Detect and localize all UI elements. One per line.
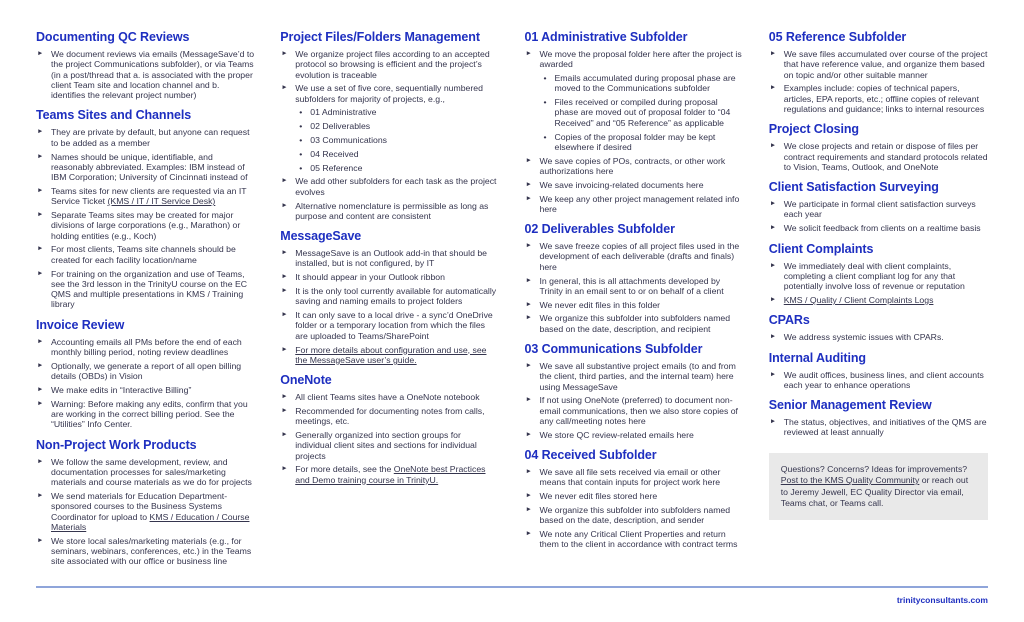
bullet-item	[525, 361, 744, 392]
section-heading: CPARs	[768, 313, 810, 328]
bullet-item	[280, 430, 499, 461]
text-run: We never edit files in this folder	[539, 299, 661, 310]
triangle-bullet-icon: ►	[281, 50, 288, 57]
bullet-item	[280, 272, 499, 282]
section-heading: Project Closing	[768, 122, 859, 137]
bullet-item	[36, 186, 255, 207]
text-run: Names should be unique, identifiable, and reasonably abbreviated. Examples: IBM instead of IBM Corporation; University of Cincinnati instead of	[51, 151, 248, 183]
triangle-bullet-icon: ►	[525, 468, 532, 476]
footer-website-link[interactable]: trinityconsultants.com	[896, 595, 988, 605]
triangle-bullet-icon: ►	[769, 142, 777, 150]
bullet-item	[36, 399, 255, 430]
bullet-item	[280, 201, 499, 222]
bullet-text	[51, 385, 255, 395]
bullet-text	[540, 241, 744, 272]
text-run: We document reviews via emails (MessageSave’d to the project Communications subfolder), or via Teams (in a post/thread that a. is associated with the proper client Team site and location channel and b. identifies the relevant project number)	[51, 49, 255, 101]
text-run: We close projects and retain or dispose of files per contract requirements and standard protocols related to Vision, Teams, Outlook, and OneNote	[783, 141, 988, 172]
text-run: We save copies of POs, contracts, or other work authorizations here	[539, 155, 726, 176]
text-run: They are private by default, but anyone can request to be added as a member	[51, 127, 250, 148]
triangle-bullet-icon: ►	[37, 211, 44, 219]
text-run: It should appear in your Outlook ribbon	[295, 272, 445, 283]
bullet-item	[36, 337, 255, 358]
triangle-bullet-icon: ►	[769, 200, 777, 208]
sub-bullet-item	[542, 132, 744, 153]
bullet-text	[310, 121, 499, 131]
columns-grid	[36, 30, 988, 570]
section-heading: 04 Received Subfolder	[524, 448, 657, 463]
bullet-text	[310, 135, 499, 145]
triangle-bullet-icon: ►	[525, 314, 532, 322]
text-run: or reach out to Jeremy Jewell, EC Quality Director via email, Teams chat, or Teams call.	[780, 475, 969, 508]
section-heading: Documenting QC Reviews	[36, 30, 190, 44]
bullet-text	[555, 132, 744, 153]
triangle-bullet-icon: ►	[37, 50, 44, 57]
bullet-text	[51, 244, 255, 265]
bullet-item	[525, 156, 744, 177]
bullet-text	[540, 395, 744, 426]
triangle-bullet-icon: ►	[281, 345, 288, 353]
bullet-item	[525, 180, 744, 190]
triangle-bullet-icon: ►	[525, 492, 532, 500]
triangle-bullet-icon: ►	[37, 361, 44, 369]
bullet-item	[769, 49, 988, 80]
text-run: 05 Reference	[310, 162, 363, 173]
triangle-bullet-icon: ►	[37, 186, 44, 194]
triangle-bullet-icon: ►	[525, 276, 532, 284]
link-text[interactable]: KMS / Quality / Client Complaints Logs	[783, 294, 934, 305]
text-run: We solicit feedback from clients on a realtime basis	[783, 223, 981, 234]
bullet-text	[295, 248, 499, 269]
text-run: We keep any other project management related info here	[539, 193, 740, 214]
bullet-text	[295, 272, 499, 282]
sub-bullet-item	[297, 149, 499, 159]
text-run: Recommended for documenting notes from calls, meetings, etc.	[295, 405, 485, 427]
bullet-text	[51, 186, 255, 207]
bullet-text	[540, 505, 744, 526]
text-run: We save freeze copies of all project files used in the development of each deliverable (drafts and finals) here	[539, 241, 740, 272]
bullet-item	[525, 395, 744, 426]
text-run: We immediately deal with client complaints, completing a client compliant log for any that potentially involve loss of revenue or reputation	[783, 260, 965, 292]
text-run: Questions? Concerns? Ideas for improvements?	[780, 463, 968, 474]
bullet-text	[295, 83, 499, 104]
text-run: We save invoicing-related documents here	[539, 179, 704, 190]
bullet-text	[51, 361, 255, 382]
triangle-bullet-icon: ►	[525, 362, 532, 370]
bullet-item	[525, 49, 744, 70]
bullet-text	[540, 467, 744, 488]
triangle-bullet-icon: ►	[37, 245, 44, 253]
bullet-text	[295, 49, 499, 80]
section-heading: 05 Reference Subfolder	[768, 30, 907, 44]
bullet-text	[295, 464, 499, 485]
text-run: We send materials for Education Department-sponsored courses to the Business Systems Coordinator for upload to	[51, 491, 228, 522]
bullet-item	[769, 332, 988, 342]
sub-bullet-item	[542, 73, 744, 94]
sub-bullet-item	[297, 163, 499, 173]
bullet-text	[784, 370, 988, 391]
text-run: We follow the same development, review, and documentation processes for sales/marketing materials and course materials as we do for projects	[51, 456, 252, 488]
triangle-bullet-icon: ►	[525, 530, 532, 538]
triangle-bullet-icon: ►	[525, 506, 532, 513]
text-run: We organize project files according to an accepted protocol so browsing is efficient and the project’s evolution is traceable	[295, 49, 490, 80]
sub-bullet-item	[297, 121, 499, 131]
sub-bullet-item	[542, 97, 744, 128]
bullet-text	[540, 276, 744, 297]
bullet-item	[525, 300, 744, 310]
text-run: Accounting emails all PMs before the end of each monthly billing period, noting review deadlines	[51, 336, 242, 358]
link-text[interactable]: OneNote best Practices and Demo training course in TrinityU.	[295, 464, 486, 485]
triangle-bullet-icon: ►	[37, 337, 44, 345]
bullet-item	[769, 223, 988, 233]
triangle-bullet-icon: ►	[37, 152, 44, 160]
bullet-item	[280, 310, 499, 341]
text-run: For training on the organization and use of Teams, see the 3rd lesson in the TrinityU course on the EC QMS and multiple presentations in KMS / Training library	[51, 268, 248, 310]
bullet-text	[540, 194, 744, 215]
bullet-text	[540, 300, 744, 310]
bullet-text	[784, 49, 988, 80]
text-run: MessageSave is an Outlook add-in that should be installed, but is not configured, by IT	[295, 248, 487, 269]
footer-divider	[36, 586, 988, 588]
text-run: We address systemic issues with CPARs.	[783, 332, 944, 343]
triangle-bullet-icon: ►	[769, 261, 777, 269]
bullet-item	[36, 127, 255, 148]
triangle-bullet-icon: ►	[525, 180, 532, 188]
bullet-item	[280, 176, 499, 197]
bullet-item	[525, 467, 744, 488]
triangle-bullet-icon: ►	[281, 431, 288, 439]
text-run: We move the proposal folder here after the project is awarded	[539, 49, 742, 70]
bullet-text	[295, 345, 499, 366]
bullet-text	[784, 417, 988, 438]
text-run: We note any Critical Client Properties and return them to the client in accordance with contract terms	[539, 529, 738, 550]
bullet-item	[36, 385, 255, 395]
bullet-text	[540, 180, 744, 190]
text-run: All client Teams sites have a OneNote notebook	[295, 392, 480, 403]
bullet-item	[36, 210, 255, 241]
text-run: We save files accumulated over course of the project that have reference value, and organize them based on topic and/or other suitable manner	[783, 49, 988, 80]
triangle-bullet-icon: ►	[281, 249, 288, 257]
text-run: Separate Teams sites may be created for major divisions of large corporations (e.g., Marathon) or holding entities (e.g., Koch)	[51, 210, 241, 241]
bullet-item	[36, 491, 255, 532]
bullet-text	[51, 491, 255, 532]
bullet-item	[280, 345, 499, 366]
text-run: We participate in formal client satisfaction surveys each year	[783, 199, 976, 220]
triangle-bullet-icon: ►	[525, 430, 532, 438]
bullet-text	[784, 332, 988, 342]
bullet-item	[36, 49, 255, 100]
bullet-text	[310, 149, 499, 159]
text-run: We use a set of five core, sequentially numbered subfolders for majority of projects, e.g.,	[295, 83, 483, 104]
bullet-text	[540, 529, 744, 550]
section-heading: Teams Sites and Channels	[36, 108, 192, 123]
bullet-item	[769, 417, 988, 438]
bullet-item	[280, 286, 499, 307]
triangle-bullet-icon: ►	[281, 177, 288, 185]
bullet-item	[769, 261, 988, 292]
triangle-bullet-icon: ►	[769, 418, 777, 426]
dot-bullet-icon: •	[299, 121, 303, 132]
bullet-item	[769, 83, 988, 114]
section-heading: Client Complaints	[768, 241, 874, 256]
column-2	[280, 30, 499, 570]
bullet-item	[36, 269, 255, 310]
section-heading: Project Files/Folders Management	[280, 30, 480, 44]
section-heading: OneNote	[280, 373, 332, 388]
bullet-text	[540, 430, 744, 440]
sub-bullet-item	[297, 135, 499, 145]
text-run: For more details, see the	[295, 464, 394, 475]
triangle-bullet-icon: ►	[769, 295, 777, 303]
bullet-item	[36, 152, 255, 183]
bullet-text	[51, 49, 255, 100]
text-run: 01 Administrative	[310, 107, 377, 118]
text-run: We organize this subfolder into subfolders named based on the date, description, and recipient	[539, 313, 731, 334]
bullet-item	[525, 529, 744, 550]
triangle-bullet-icon: ►	[769, 370, 777, 378]
bullet-text	[51, 127, 255, 148]
column-3	[525, 30, 744, 570]
note-line	[781, 464, 976, 475]
note-line	[781, 475, 976, 509]
section-heading: 03 Communications Subfolder	[524, 342, 703, 357]
bullet-text	[784, 199, 988, 220]
bullet-item	[525, 276, 744, 297]
bullet-text	[295, 201, 499, 222]
text-run: 03 Communications	[310, 135, 388, 146]
triangle-bullet-icon: ►	[525, 156, 532, 164]
triangle-bullet-icon: ►	[37, 385, 44, 393]
text-run: Emails accumulated during proposal phase are moved to the Communications subfolder	[554, 73, 736, 94]
triangle-bullet-icon: ►	[37, 457, 44, 465]
triangle-bullet-icon: ►	[525, 396, 532, 404]
section-heading: Non-Project Work Products	[36, 437, 197, 452]
triangle-bullet-icon: ►	[281, 406, 288, 414]
bullet-text	[784, 223, 988, 233]
section-heading: 02 Deliverables Subfolder	[524, 222, 675, 237]
bullet-item	[280, 49, 499, 80]
text-run: Warning: Before making any edits, confirm that you are working in the correct billing period. See the “Utilities” Info Center.	[51, 398, 248, 430]
bullet-item	[36, 457, 255, 488]
text-run: Teams sites for new clients are requested via an IT Service Ticket	[51, 185, 247, 207]
triangle-bullet-icon: ►	[769, 224, 777, 232]
bullet-text	[540, 313, 744, 334]
bullet-text	[540, 156, 744, 177]
triangle-bullet-icon: ►	[281, 84, 288, 92]
bullet-item	[280, 392, 499, 402]
triangle-bullet-icon: ►	[281, 201, 288, 209]
text-run: We save all substantive project emails (to and from the client, third parties, and the internal team) here using MessageSave	[539, 361, 736, 392]
triangle-bullet-icon: ►	[37, 269, 44, 277]
bullet-text	[310, 163, 499, 173]
link-text[interactable]: KMS / Education / Course Materials	[51, 511, 250, 532]
bullet-item	[769, 199, 988, 220]
text-run: Copies of the proposal folder may be kept elsewhere if desired	[554, 131, 716, 152]
bullet-text	[51, 536, 255, 567]
triangle-bullet-icon: ►	[769, 84, 777, 92]
bullet-item	[769, 370, 988, 391]
bullet-item	[525, 505, 744, 526]
section-heading: 01 Administrative Subfolder	[524, 30, 688, 44]
dot-bullet-icon: •	[543, 131, 547, 142]
bullet-text	[51, 337, 255, 358]
text-run: Optionally, we generate a report of all open billing details (OBDs) in Vision	[51, 360, 242, 382]
triangle-bullet-icon: ►	[37, 399, 44, 407]
bullet-text	[51, 399, 255, 430]
bullet-text	[555, 73, 744, 94]
bullet-item	[769, 141, 988, 172]
questions-note-box	[769, 453, 988, 521]
bullet-item	[280, 248, 499, 269]
section-heading: Invoice Review	[36, 317, 125, 332]
bullet-text	[784, 83, 988, 114]
text-run: In general, this is all attachments developed by Trinity in an email sent to or on behalf of a client	[539, 275, 724, 296]
bullet-item	[36, 244, 255, 265]
triangle-bullet-icon: ►	[281, 273, 288, 281]
text-run: We add other subfolders for each task as the project evolves	[295, 176, 497, 197]
link-text[interactable]: (KMS / IT / IT Service Desk)	[107, 196, 216, 207]
text-run: Alternative nomenclature is permissible as long as purpose and content are consistent	[295, 200, 489, 221]
bullet-item	[525, 194, 744, 215]
bullet-item	[525, 241, 744, 272]
text-run: It can only save to a local drive - a sync’d OneDrive folder or a temporary location from which the files are uploaded to Teams/SharePoint	[295, 310, 493, 341]
bullet-item	[525, 491, 744, 501]
triangle-bullet-icon: ►	[281, 465, 288, 473]
triangle-bullet-icon: ►	[281, 287, 288, 295]
text-run: Generally organized into section groups for individual client sites and sections for individual projects	[295, 430, 477, 461]
text-run: We save all file sets received via email or other means that contain inputs for project work here	[539, 467, 721, 488]
bullet-text	[784, 141, 988, 172]
triangle-bullet-icon: ►	[525, 242, 532, 250]
column-1	[36, 30, 255, 570]
bullet-text	[310, 107, 499, 117]
link-text[interactable]: Post to the KMS Quality Community	[780, 475, 920, 486]
triangle-bullet-icon: ►	[37, 536, 44, 544]
bullet-item	[769, 295, 988, 305]
bullet-text	[784, 295, 988, 305]
bullet-text	[51, 457, 255, 488]
bullet-text	[555, 97, 744, 128]
dot-bullet-icon: •	[299, 148, 303, 159]
bullet-item	[280, 406, 499, 427]
section-heading: MessageSave	[280, 229, 362, 244]
dot-bullet-icon: •	[299, 135, 303, 146]
triangle-bullet-icon: ►	[769, 333, 777, 341]
bullet-item	[36, 361, 255, 382]
text-run: For most clients, Teams site channels should be created for each facility location/name	[51, 244, 236, 265]
bullet-item	[525, 430, 744, 440]
triangle-bullet-icon: ►	[525, 194, 532, 202]
bullet-text	[295, 310, 499, 341]
text-run: Files received or compiled during proposal phase are moved out of proposal folder to “04 Received” and “05 Reference” as applicable	[554, 97, 731, 128]
column-4	[769, 30, 988, 570]
triangle-bullet-icon: ►	[525, 50, 532, 57]
triangle-bullet-icon: ►	[281, 393, 288, 401]
bullet-item	[525, 313, 744, 334]
bullet-text	[540, 361, 744, 392]
section-heading: Client Satisfaction Surveying	[768, 180, 939, 195]
text-run: 04 Received	[310, 148, 359, 159]
bullet-text	[51, 152, 255, 183]
sub-bullet-item	[297, 107, 499, 117]
text-run: Examples include: copies of technical papers, articles, EPA reports, etc.; offline copies of relevant regulations and guidance; links to internal resources	[783, 83, 985, 114]
text-run: It is the only tool currently available for automatically saving and naming emails to project folders	[295, 286, 497, 307]
bullet-text	[784, 261, 988, 292]
text-run: We organize this subfolder into subfolders named based on the date, description, and sender	[539, 505, 731, 526]
triangle-bullet-icon: ►	[37, 128, 44, 136]
bullet-text	[295, 176, 499, 197]
section-heading: Internal Auditing	[768, 350, 866, 365]
bullet-text	[295, 286, 499, 307]
triangle-bullet-icon: ►	[769, 50, 777, 57]
text-run: We store QC review-related emails here	[539, 429, 694, 440]
bullet-text	[51, 269, 255, 310]
bullet-item	[36, 536, 255, 567]
text-run: 02 Deliverables	[310, 121, 371, 132]
bullet-item	[280, 83, 499, 104]
text-run: We make edits in “Interactive Billing”	[51, 384, 192, 395]
bullet-text	[51, 210, 255, 241]
text-run: If not using OneNote (preferred) to document non-email communications, then we also store copies of any call/meeting notes here	[539, 395, 738, 427]
bullet-text	[540, 49, 744, 70]
bullet-text	[295, 406, 499, 427]
text-run: We store local sales/marketing materials (e.g., for seminars, webinars, conferences, etc.) in the Teams site associated with our office or business line	[51, 535, 252, 567]
section-heading: Senior Management Review	[768, 398, 932, 413]
triangle-bullet-icon: ►	[281, 311, 288, 319]
dot-bullet-icon: •	[543, 97, 547, 108]
bullet-text	[295, 392, 499, 402]
triangle-bullet-icon: ►	[37, 492, 44, 499]
bullet-item	[280, 464, 499, 485]
dot-bullet-icon: •	[299, 162, 303, 173]
text-run: The status, objectives, and initiatives of the QMS are reviewed at least annually	[783, 417, 987, 438]
text-run: We audit offices, business lines, and client accounts each year to enhance operations	[783, 369, 984, 390]
dot-bullet-icon: •	[543, 73, 547, 84]
dot-bullet-icon: •	[299, 107, 303, 118]
text-run: We never edit files stored here	[539, 491, 658, 502]
bullet-text	[540, 491, 744, 501]
link-text[interactable]: For more details about configuration and use, see the MessageSave user’s guide.	[295, 344, 487, 365]
bullet-text	[295, 430, 499, 461]
triangle-bullet-icon: ►	[525, 300, 532, 308]
